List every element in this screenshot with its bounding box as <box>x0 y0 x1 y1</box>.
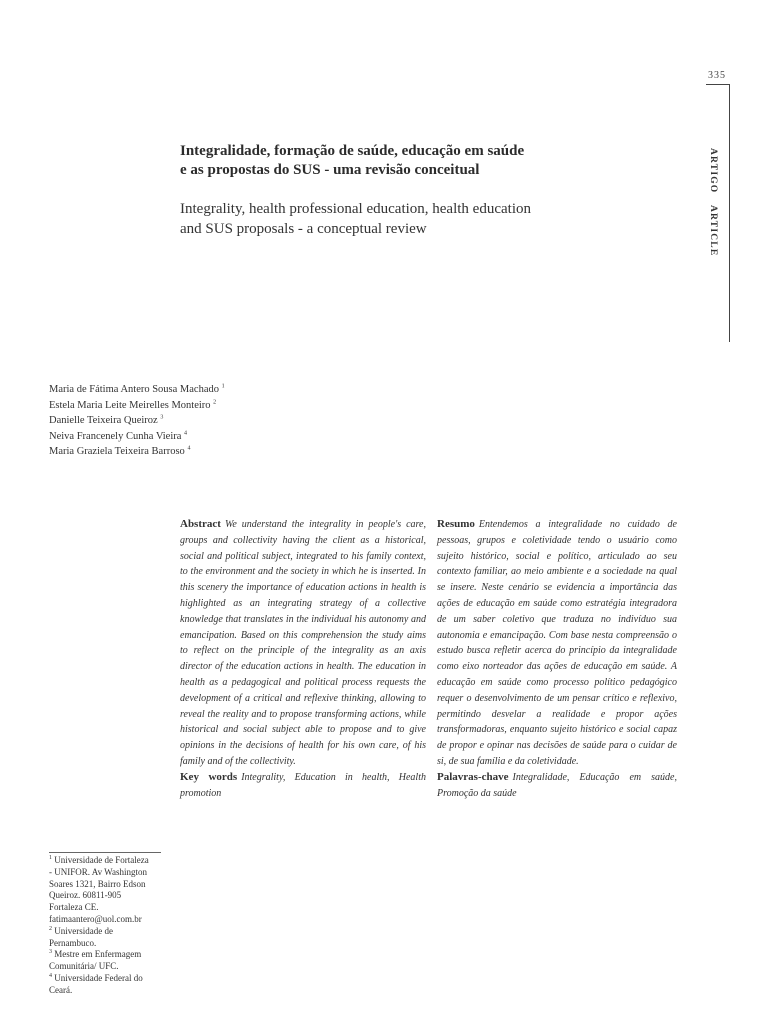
author: Danielle Teixeira Queiroz $^3$ <box>49 414 164 426</box>
header-rule-vertical <box>729 84 730 342</box>
footnote: $^2$ Universidade de Pernambuco. <box>49 925 113 948</box>
author-list <box>49 382 309 460</box>
abstract-text: We understand the integrality in people's care, groups and collectivity having the client as a historical, social and political subject, integrated to his family context, to the environment and the society in which he is inserted. In this scenery the importance of education actions in health is highlighted as an integrating strategy of a collective knowledge that translates in the individual his autonomy and emancipation. Based on this comprehension the study aims to reflect on the principle of the integrality as an axis director of the education actions in health. The education in health as a pedagogical and political process requests the development of a critical and reflexive thinking, allowing to reveal the reality and to propose transforming actions, while historical and social subject able to propose and to give opinions in the decisions of health for his own care, of his family and of the collectivity. <box>180 519 426 767</box>
author: Neiva Francenely Cunha Vieira $^4$ <box>49 430 188 442</box>
section-label-en: ARTICLE <box>708 204 718 257</box>
section-label <box>708 148 718 256</box>
author: Maria de Fátima Antero Sousa Machado $^1$ <box>49 383 225 395</box>
section-label-pt: ARTIGO <box>708 148 718 194</box>
abstract-column <box>180 517 426 801</box>
footnotes <box>49 855 169 997</box>
palavras-chave-label: Palavras-chave <box>437 770 509 783</box>
page-number: 335 <box>708 70 726 81</box>
keywords-label: Key words <box>180 770 238 783</box>
resumo-label: Resumo <box>437 518 475 530</box>
author: Estela Maria Leite Meirelles Monteiro $^2$ <box>49 399 217 411</box>
footnote-divider <box>49 852 161 853</box>
title-portuguese <box>180 142 640 180</box>
header-rule-horizontal <box>706 84 730 85</box>
resumo-column <box>437 517 677 801</box>
title-pt-line: Integralidade, formação de saúde, educação em saúde <box>180 143 525 159</box>
title-en-line: and SUS proposals - a conceptual review <box>180 221 427 237</box>
resumo-text: Entendemos a integralidade no cuidado de pessoas, grupos e coletividade tendo o usuário como sujeito histórico, social e político, articulado ao seu contexto familiar, ao meio ambiente e a sociedade na qual se insere. Neste cenário se evidencia a importância das ações de educação em saúde como estratégia integradora de um saber coletivo que traduza no indivíduo sua autonomia e emancipação. Com base nesta compreensão o estudo busca refletir acerca do princípio da integralidade como eixo norteador das ações de educação em saúde. A educação em saúde como processo político pedagógico requer o desenvolvimento de um pensar crítico e reflexivo, permitindo desvelar a realidade e propor ações transformadoras, enquanto sujeito histórico e social capaz de propor e opinar nas decisões de saúde para o cuidar de si, de sua família e da coletividade. <box>437 519 677 767</box>
title-en-line: Integrality, health professional education, health education <box>180 201 531 217</box>
footnote: $^4$ Universidade Federal do Ceará. <box>49 972 143 995</box>
abstract-label: Abstract <box>180 518 221 530</box>
keywords-text: Integrality, Education in health, Health promotion <box>180 771 426 799</box>
title-english <box>180 199 640 239</box>
title-pt-line: e as propostas do SUS - uma revisão conceitual <box>180 162 480 178</box>
palavras-chave-text: Integralidade, Educação em saúde, Promoção da saúde <box>437 771 677 799</box>
footnote: $^3$ Mestre em Enfermagem Comunitária/ UFC. <box>49 949 142 972</box>
author: Maria Graziela Teixeira Barroso $^4$ <box>49 445 191 457</box>
footnote: $^1$ Universidade de Fortaleza - UNIFOR. Av Washington Soares 1321, Bairro Edson Queiroz. 60811-905 Fortaleza CE. fatimaantero@uol.com.br <box>49 855 149 924</box>
